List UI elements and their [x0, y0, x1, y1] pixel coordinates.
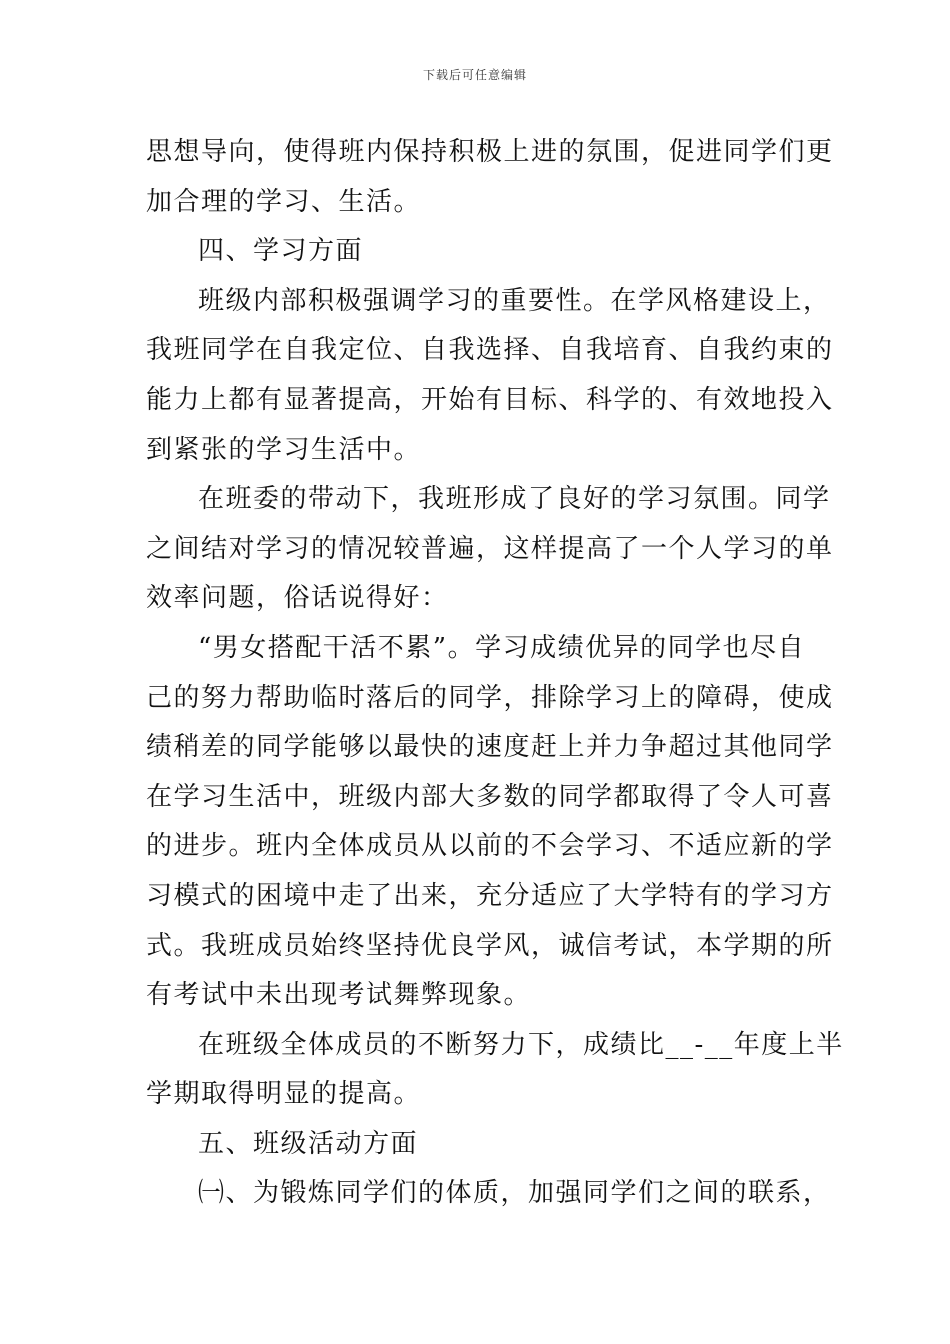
text-line: 到紧张的学习生活中。 — [146, 434, 422, 465]
page-header-note: 下载后可任意编辑 — [422, 68, 527, 82]
text-line: 效率问题，俗话说得好： — [146, 583, 449, 614]
text-line: 绩稍差的同学能够以最快的速度赶上并力争超过其他同学 — [146, 732, 834, 763]
section-heading-study: 四、学习方面 — [198, 236, 364, 267]
text-line: 学期取得明显的提高。 — [146, 1079, 422, 1110]
text-line: 的进步。班内全体成员从以前的不会学习、不适应新的学 — [146, 831, 834, 862]
text-line: “男女搭配干活不累”。学习成绩优异的同学也尽自 — [198, 632, 806, 663]
document-body — [146, 128, 844, 1219]
text-line: 我班同学在自我定位、自我选择、自我培育、自我约束的 — [146, 335, 834, 366]
text-line: 己的努力帮助临时落后的同学，排除学习上的障碍，使成 — [146, 682, 834, 713]
text-line: 有考试中未出现考试舞弊现象。 — [146, 980, 532, 1011]
text-line: 在班级全体成员的不断努力下，成绩比__-__年度上半 — [198, 1029, 844, 1060]
section-heading-class-activities: 五、班级活动方面 — [198, 1128, 419, 1159]
text-line: 习模式的困境中走了出来，充分适应了大学特有的学习方 — [146, 880, 834, 911]
text-line: 在学习生活中，班级内部大多数的同学都取得了令人可喜 — [146, 781, 834, 812]
text-line: 之间结对学习的情况较普遍，这样提高了一个人学习的单 — [146, 533, 834, 564]
text-line: ㈠、为锻炼同学们的体质，加强同学们之间的联系， — [198, 1178, 831, 1209]
text-line: 在班委的带动下，我班形成了良好的学习氛围。同学 — [198, 484, 831, 515]
text-line: 加合理的学习、生活。 — [146, 186, 422, 217]
text-line: 班级内部积极强调学习的重要性。在学风格建设上， — [198, 285, 831, 316]
text-line: 式。我班成员始终坚持优良学风，诚信考试，本学期的所 — [146, 930, 834, 961]
text-line: 思想导向，使得班内保持积极上进的氛围，促进同学们更 — [146, 137, 834, 167]
text-line: 能力上都有显著提高，开始有目标、科学的、有效地投入 — [146, 384, 834, 415]
